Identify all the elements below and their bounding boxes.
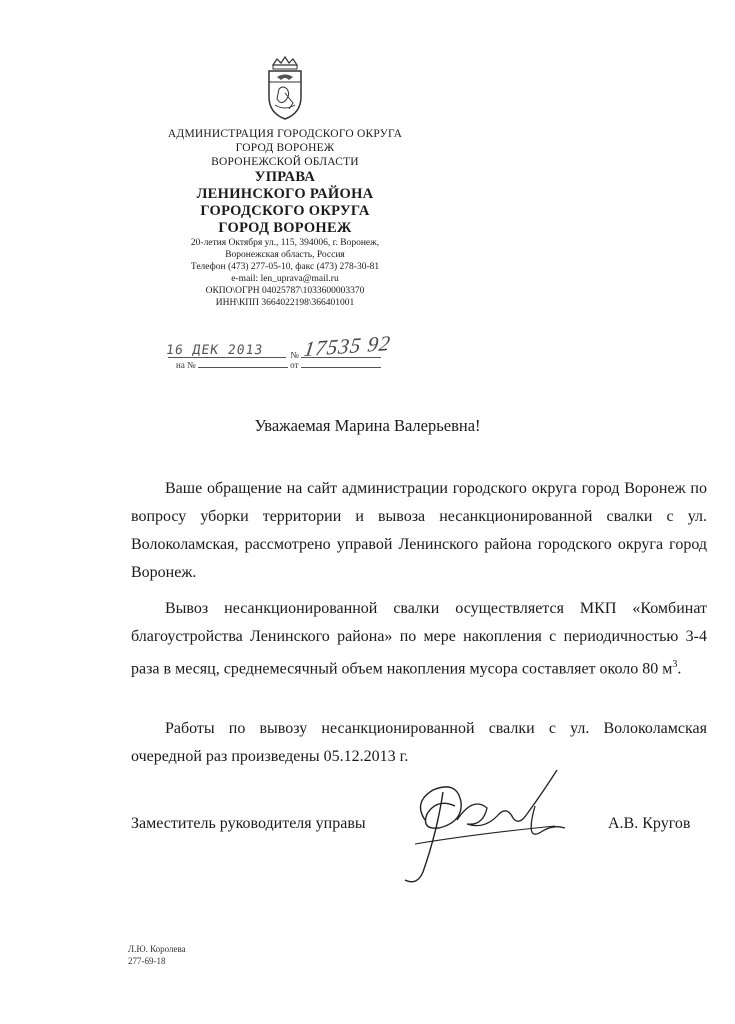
paragraph-1: Ваше обращение на сайт администрации городского округа город Воронеж по вопросу уборки территории и вывоза несанкционированной свалки с ул. Волоколамская, рассмотрено управой Ленинского района городского округа город Воронеж. — [131, 480, 707, 581]
paragraph-2 — [131, 595, 707, 683]
signatory-name: А.В. Кругов — [608, 815, 691, 832]
date-stamp: 16 ДЕК 2013 — [164, 343, 265, 358]
reference-row — [168, 360, 381, 370]
admin-line-2: ГОРОД ВОРОНЕЖ — [235, 142, 335, 154]
executor-phone: 277-69-18 — [128, 956, 166, 966]
handwritten-signature — [395, 762, 585, 892]
address-line-1: 20-летия Октября ул., 115, 394006, г. Воронеж, — [190, 238, 380, 248]
paragraph-2-end: . — [677, 660, 682, 678]
uprava-line-2: ЛЕНИНСКОГО РАЙОНА — [196, 186, 374, 202]
uprava-line-4: ГОРОД ВОРОНЕЖ — [218, 220, 352, 236]
signatory-title: Заместитель руководителя управы — [131, 815, 366, 832]
okpo-ogrn-line: ОКПО\ОГРН 04025787\1033600003370 — [205, 286, 365, 296]
email-line: e-mail: len_uprava@mail.ru — [231, 274, 339, 284]
admin-line-3: ВОРОНЕЖСКОЙ ОБЛАСТИ — [211, 156, 359, 168]
number-label: № — [290, 350, 299, 360]
admin-line-1: АДМИНИСТРАЦИЯ ГОРОДСКОГО ОКРУГА — [167, 128, 403, 140]
executor-name: Л.Ю. Королева — [128, 944, 186, 954]
ref-from-label: от — [290, 360, 299, 370]
letterhead — [140, 55, 430, 309]
greeting: Уважаемая Марина Валерьевна! — [254, 416, 481, 435]
address-line-2: Воронежская область, Россия — [225, 250, 345, 260]
cubic-superscript: 3 — [672, 659, 678, 670]
inn-kpp-line: ИНН\КПП 3664022198\366401001 — [215, 298, 355, 308]
uprava-line-1: УПРАВА — [254, 169, 316, 185]
uprava-line-3: ГОРОДСКОГО ОКРУГА — [200, 203, 370, 219]
phone-fax-line: Телефон (473) 277-05-10, факс (473) 278-30-81 — [190, 262, 380, 272]
ref-label: на № — [176, 360, 196, 370]
coat-of-arms-emblem — [265, 55, 305, 121]
registration-number: 17535 92 — [302, 330, 393, 362]
paragraph-2-text: Вывоз несанкционированной свалки осуществляется МКП «Комбинат благоустройства Ленинского района» по мере накопления с периодичностью 3-4 раза в месяц, среднемесячный объем накопления мусора составляет около 80 м — [131, 600, 707, 678]
paragraph-3: Работы по вывозу несанкционированной свалки с ул. Волоколамская очередной раз произведены 05.12.2013 г. — [131, 720, 707, 765]
